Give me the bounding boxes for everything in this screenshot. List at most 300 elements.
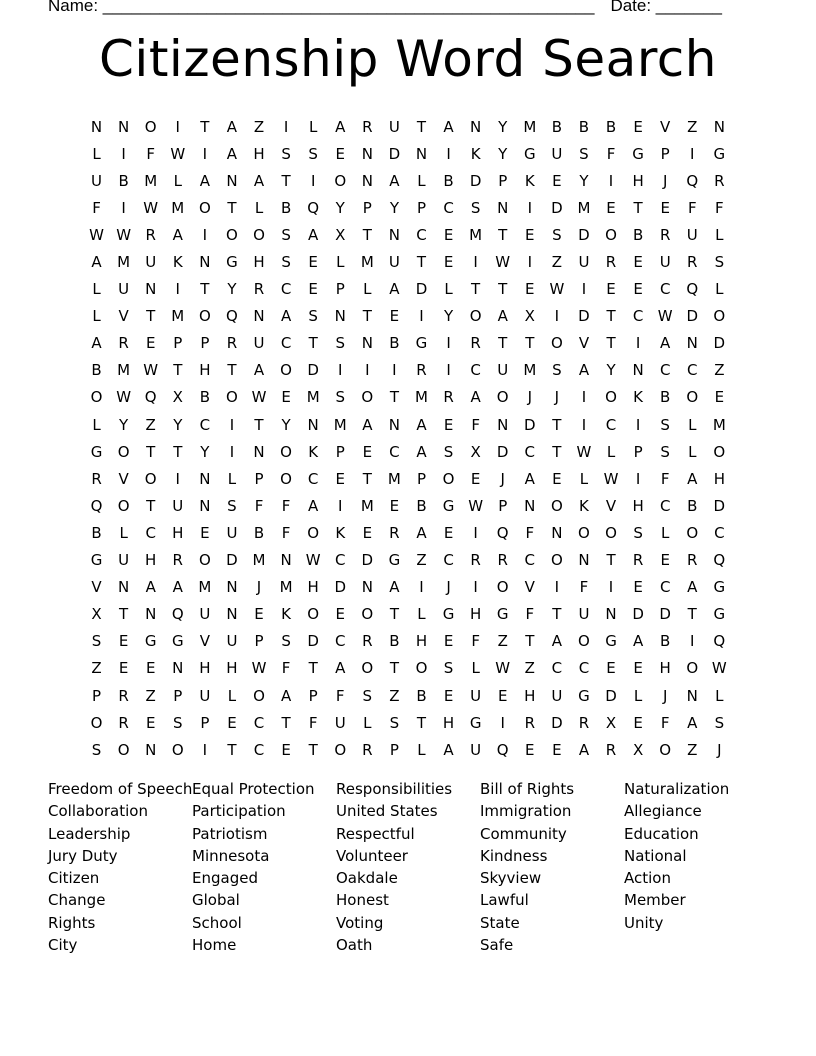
grid-letter[interactable]: A xyxy=(687,469,698,488)
grid-letter[interactable]: U xyxy=(334,713,346,732)
grid-letter[interactable]: O xyxy=(605,225,617,244)
grid-letter[interactable]: V xyxy=(524,578,535,597)
grid-letter[interactable]: A xyxy=(389,578,400,597)
grid-letter[interactable]: S xyxy=(281,144,291,163)
grid-letter[interactable]: A xyxy=(308,225,319,244)
grid-letter[interactable]: E xyxy=(606,280,616,299)
grid-letter[interactable]: T xyxy=(146,307,156,326)
grid-letter[interactable]: R xyxy=(497,551,508,570)
grid-letter[interactable]: C xyxy=(335,632,346,651)
grid-letter[interactable]: C xyxy=(687,361,698,380)
grid-letter[interactable]: L xyxy=(92,280,101,299)
grid-letter[interactable]: T xyxy=(362,469,372,488)
grid-letter[interactable]: O xyxy=(361,388,374,407)
grid-letter[interactable]: T xyxy=(552,415,562,434)
grid-letter[interactable]: N xyxy=(551,523,563,542)
grid-letter[interactable]: N xyxy=(470,117,482,136)
grid-letter[interactable]: E xyxy=(552,171,562,190)
grid-letter[interactable]: F xyxy=(471,415,480,434)
grid-letter[interactable]: B xyxy=(91,361,102,380)
grid-letter[interactable]: U xyxy=(659,253,671,272)
grid-letter[interactable]: I xyxy=(635,415,641,434)
grid-letter[interactable]: Z xyxy=(524,659,535,678)
grid-letter[interactable]: M xyxy=(469,225,483,244)
grid-letter[interactable]: X xyxy=(524,307,535,326)
grid-letter[interactable]: P xyxy=(92,686,102,705)
grid-letter[interactable]: O xyxy=(198,307,211,326)
grid-letter[interactable]: T xyxy=(389,605,399,624)
grid-letter[interactable]: D xyxy=(415,280,428,299)
grid-letter[interactable]: L xyxy=(417,171,426,190)
grid-letter[interactable]: R xyxy=(687,253,698,272)
grid-letter[interactable]: B xyxy=(389,334,400,353)
grid-letter[interactable]: E xyxy=(633,253,643,272)
grid-letter[interactable]: I xyxy=(175,117,180,136)
grid-letter[interactable]: T xyxy=(362,307,372,326)
grid-letter[interactable]: I xyxy=(283,117,289,136)
grid-letter[interactable]: J xyxy=(527,388,532,407)
grid-letter[interactable]: T xyxy=(525,632,535,651)
grid-letter[interactable]: T xyxy=(200,117,210,136)
grid-letter[interactable]: E xyxy=(200,523,210,542)
grid-letter[interactable]: F xyxy=(579,578,589,597)
grid-letter[interactable]: S xyxy=(91,740,102,759)
grid-letter[interactable]: H xyxy=(145,551,157,570)
grid-letter[interactable]: I xyxy=(121,198,126,217)
grid-letter[interactable]: T xyxy=(389,659,399,678)
grid-letter[interactable]: P xyxy=(498,496,508,515)
grid-letter[interactable]: Q xyxy=(90,496,103,515)
grid-letter[interactable]: A xyxy=(416,442,427,461)
grid-letter[interactable]: A xyxy=(280,307,292,326)
grid-letter[interactable]: L xyxy=(254,198,264,217)
grid-letter[interactable]: O xyxy=(469,307,482,326)
grid-letter[interactable]: A xyxy=(362,415,373,434)
grid-letter[interactable]: C xyxy=(199,415,211,434)
grid-letter[interactable]: U xyxy=(388,253,400,272)
grid-letter[interactable]: S xyxy=(552,361,562,380)
grid-letter[interactable]: R xyxy=(687,551,698,570)
grid-letter[interactable]: M xyxy=(360,496,374,515)
grid-letter[interactable]: E xyxy=(335,144,345,163)
grid-letter[interactable]: B xyxy=(660,632,671,651)
grid-letter[interactable]: D xyxy=(469,171,482,190)
grid-letter[interactable]: C xyxy=(307,469,319,488)
grid-letter[interactable]: L xyxy=(444,280,453,299)
grid-letter[interactable]: A xyxy=(443,740,454,759)
grid-letter[interactable]: J xyxy=(662,686,668,705)
grid-letter[interactable]: T xyxy=(173,361,183,380)
grid-letter[interactable]: W xyxy=(116,388,132,407)
grid-letter[interactable]: W xyxy=(495,659,511,678)
grid-letter[interactable]: V xyxy=(118,469,129,488)
grid-letter[interactable]: U xyxy=(199,605,211,624)
grid-letter[interactable]: N xyxy=(361,144,373,163)
grid-letter[interactable]: A xyxy=(199,171,210,190)
grid-letter[interactable]: O xyxy=(226,388,238,407)
grid-letter[interactable]: L xyxy=(688,415,697,434)
grid-letter[interactable]: T xyxy=(498,280,508,299)
grid-letter[interactable]: A xyxy=(416,415,427,434)
grid-letter[interactable]: C xyxy=(443,551,454,570)
grid-letter[interactable]: R xyxy=(443,388,454,407)
grid-letter[interactable]: G xyxy=(713,144,726,163)
grid-letter[interactable]: E xyxy=(443,253,454,272)
grid-letter[interactable]: K xyxy=(470,144,481,163)
grid-letter[interactable]: A xyxy=(226,144,238,163)
grid-letter[interactable]: W xyxy=(468,496,484,515)
grid-letter[interactable]: P xyxy=(173,686,183,705)
grid-letter[interactable]: O xyxy=(686,659,699,678)
grid-letter[interactable]: T xyxy=(281,171,291,190)
grid-letter[interactable]: E xyxy=(606,659,616,678)
grid-letter[interactable]: W xyxy=(170,144,186,163)
grid-letter[interactable]: P xyxy=(200,713,210,732)
grid-letter[interactable]: H xyxy=(253,253,265,272)
grid-letter[interactable]: H xyxy=(226,659,238,678)
grid-letter[interactable]: E xyxy=(443,523,454,542)
grid-letter[interactable]: L xyxy=(715,225,724,244)
grid-letter[interactable]: A xyxy=(335,659,346,678)
grid-letter[interactable]: B xyxy=(91,523,102,542)
grid-letter[interactable]: U xyxy=(118,280,130,299)
grid-letter[interactable]: C xyxy=(632,307,644,326)
grid-letter[interactable]: L xyxy=(227,469,237,488)
grid-letter[interactable]: K xyxy=(172,253,183,272)
grid-letter[interactable]: N xyxy=(226,171,238,190)
grid-letter[interactable]: O xyxy=(198,551,211,570)
grid-letter[interactable]: N xyxy=(578,551,590,570)
grid-letter[interactable]: M xyxy=(523,361,537,380)
grid-letter[interactable]: E xyxy=(525,280,535,299)
grid-letter[interactable]: A xyxy=(172,225,183,244)
grid-letter[interactable]: F xyxy=(660,713,670,732)
grid-letter[interactable]: N xyxy=(118,578,130,597)
grid-letter[interactable]: D xyxy=(524,415,536,434)
grid-letter[interactable]: B xyxy=(605,117,617,136)
grid-letter[interactable]: D xyxy=(334,578,347,597)
grid-letter[interactable]: L xyxy=(715,686,724,705)
grid-letter[interactable]: O xyxy=(550,334,563,353)
grid-letter[interactable]: G xyxy=(523,144,536,163)
grid-letter[interactable]: T xyxy=(606,551,616,570)
grid-letter[interactable]: O xyxy=(144,117,157,136)
grid-letter[interactable]: M xyxy=(171,307,185,326)
grid-letter[interactable]: I xyxy=(338,496,343,515)
grid-letter[interactable]: F xyxy=(281,496,291,515)
grid-letter[interactable]: O xyxy=(605,523,617,542)
grid-letter[interactable]: C xyxy=(470,361,481,380)
grid-letter[interactable]: J xyxy=(256,578,262,597)
grid-letter[interactable]: L xyxy=(336,253,345,272)
grid-letter[interactable]: Z xyxy=(714,361,725,380)
grid-letter[interactable]: D xyxy=(605,686,617,705)
grid-letter[interactable]: I xyxy=(554,578,560,597)
grid-letter[interactable]: O xyxy=(578,632,590,651)
grid-letter[interactable]: I xyxy=(690,632,695,651)
grid-letter[interactable]: E xyxy=(525,225,535,244)
grid-letter[interactable]: H xyxy=(253,144,265,163)
grid-letter[interactable]: I xyxy=(554,307,560,326)
grid-letter[interactable]: P xyxy=(498,171,508,190)
grid-letter[interactable]: Q xyxy=(713,632,726,651)
grid-letter[interactable]: L xyxy=(471,659,480,678)
grid-letter[interactable]: U xyxy=(551,686,563,705)
grid-letter[interactable]: G xyxy=(713,578,726,597)
grid-letter[interactable]: B xyxy=(118,171,129,190)
grid-letter[interactable]: G xyxy=(226,253,238,272)
grid-letter[interactable]: R xyxy=(714,171,725,190)
grid-letter[interactable]: T xyxy=(146,496,156,515)
grid-letter[interactable]: I xyxy=(527,198,532,217)
grid-letter[interactable]: T xyxy=(552,442,562,461)
grid-letter[interactable]: I xyxy=(446,334,451,353)
grid-letter[interactable]: I xyxy=(500,713,505,732)
grid-letter[interactable]: Z xyxy=(253,117,265,136)
grid-letter[interactable]: N xyxy=(415,144,428,163)
grid-letter[interactable]: I xyxy=(608,171,614,190)
grid-letter[interactable]: D xyxy=(713,496,726,515)
grid-letter[interactable]: U xyxy=(172,496,184,515)
grid-letter[interactable]: O xyxy=(713,442,726,461)
grid-letter[interactable]: Z xyxy=(91,659,102,678)
grid-letter[interactable]: U xyxy=(145,253,157,272)
grid-letter[interactable]: N xyxy=(172,659,184,678)
grid-letter[interactable]: E xyxy=(660,198,670,217)
grid-letter[interactable]: E xyxy=(335,605,345,624)
grid-letter[interactable]: E xyxy=(308,280,318,299)
grid-letter[interactable]: S xyxy=(633,523,643,542)
grid-letter[interactable]: L xyxy=(92,144,101,163)
grid-letter[interactable]: Z xyxy=(389,686,400,705)
grid-letter[interactable]: N xyxy=(307,415,319,434)
grid-letter[interactable]: Y xyxy=(200,442,210,461)
grid-letter[interactable]: P xyxy=(335,280,345,299)
grid-letter[interactable]: E xyxy=(308,253,318,272)
grid-letter[interactable]: B xyxy=(199,388,210,407)
grid-letter[interactable]: S xyxy=(552,225,562,244)
grid-letter[interactable]: M xyxy=(144,171,158,190)
grid-letter[interactable]: R xyxy=(605,740,617,759)
grid-letter[interactable]: L xyxy=(92,307,101,326)
grid-letter[interactable]: Q xyxy=(686,280,699,299)
grid-letter[interactable]: D xyxy=(551,713,563,732)
grid-letter[interactable]: D xyxy=(713,334,726,353)
grid-letter[interactable]: M xyxy=(523,117,537,136)
grid-letter[interactable]: O xyxy=(550,551,563,570)
grid-letter[interactable]: E xyxy=(281,740,291,759)
grid-letter[interactable]: N xyxy=(253,307,265,326)
grid-letter[interactable]: A xyxy=(389,171,400,190)
grid-letter[interactable]: Q xyxy=(226,307,238,326)
grid-letter[interactable]: U xyxy=(199,686,211,705)
grid-letter[interactable]: C xyxy=(578,659,590,678)
grid-letter[interactable]: L xyxy=(119,523,128,542)
grid-letter[interactable]: W xyxy=(89,225,104,244)
grid-letter[interactable]: N xyxy=(497,415,509,434)
grid-letter[interactable]: L xyxy=(92,415,101,434)
grid-letter[interactable]: Q xyxy=(496,523,509,542)
grid-letter[interactable]: J xyxy=(717,740,722,759)
grid-letter[interactable]: G xyxy=(442,496,455,515)
grid-letter[interactable]: N xyxy=(713,117,725,136)
grid-letter[interactable]: U xyxy=(470,686,482,705)
grid-letter[interactable]: T xyxy=(227,198,237,217)
grid-letter[interactable]: U xyxy=(226,523,238,542)
grid-letter[interactable]: W xyxy=(711,659,727,678)
grid-letter[interactable]: G xyxy=(90,551,103,570)
grid-letter[interactable]: G xyxy=(90,442,103,461)
grid-letter[interactable]: S xyxy=(91,632,102,651)
grid-letter[interactable]: G xyxy=(469,713,482,732)
grid-letter[interactable]: O xyxy=(117,740,130,759)
grid-letter[interactable]: E xyxy=(389,496,400,515)
grid-letter[interactable]: C xyxy=(714,523,725,542)
grid-letter[interactable]: S xyxy=(173,713,183,732)
grid-letter[interactable]: F xyxy=(92,198,101,217)
grid-letter[interactable]: E xyxy=(552,740,562,759)
grid-letter[interactable]: T xyxy=(308,334,318,353)
grid-letter[interactable]: K xyxy=(633,388,644,407)
grid-letter[interactable]: N xyxy=(199,496,211,515)
grid-letter[interactable]: J xyxy=(446,578,451,597)
grid-letter[interactable]: S xyxy=(308,144,318,163)
grid-letter[interactable]: E xyxy=(552,469,562,488)
grid-letter[interactable]: N xyxy=(118,117,130,136)
grid-letter[interactable]: P xyxy=(254,632,264,651)
grid-letter[interactable]: L xyxy=(363,280,372,299)
grid-letter[interactable]: I xyxy=(202,144,208,163)
grid-letter[interactable]: F xyxy=(660,469,670,488)
grid-letter[interactable]: L xyxy=(633,686,643,705)
grid-letter[interactable]: P xyxy=(308,686,318,705)
grid-letter[interactable]: A xyxy=(172,578,183,597)
grid-letter[interactable]: T xyxy=(200,280,210,299)
grid-letter[interactable]: C xyxy=(145,523,156,542)
grid-letter[interactable]: R xyxy=(632,551,644,570)
grid-letter[interactable]: N xyxy=(253,442,265,461)
grid-letter[interactable]: J xyxy=(500,469,505,488)
grid-letter[interactable]: E xyxy=(227,713,237,732)
grid-letter[interactable]: D xyxy=(578,307,590,326)
grid-letter[interactable]: G xyxy=(496,605,509,624)
grid-letter[interactable]: O xyxy=(605,388,617,407)
grid-letter[interactable]: O xyxy=(550,496,563,515)
grid-letter[interactable]: F xyxy=(254,496,264,515)
grid-letter[interactable]: T xyxy=(471,280,481,299)
grid-letter[interactable]: E xyxy=(443,686,454,705)
grid-letter[interactable]: M xyxy=(415,388,428,407)
grid-letter[interactable]: C xyxy=(659,578,671,597)
grid-letter[interactable]: B xyxy=(416,496,427,515)
grid-letter[interactable]: I xyxy=(473,253,478,272)
grid-letter[interactable]: O xyxy=(334,740,347,759)
grid-letter[interactable]: M xyxy=(712,415,726,434)
grid-letter[interactable]: R xyxy=(362,117,373,136)
grid-letter[interactable]: A xyxy=(551,632,562,651)
grid-letter[interactable]: A xyxy=(335,117,346,136)
grid-letter[interactable]: T xyxy=(362,225,372,244)
grid-letter[interactable]: E xyxy=(254,605,264,624)
grid-letter[interactable]: A xyxy=(497,307,508,326)
grid-letter[interactable]: W xyxy=(143,198,159,217)
grid-letter[interactable]: C xyxy=(551,659,563,678)
grid-letter[interactable]: B xyxy=(253,523,265,542)
grid-letter[interactable]: T xyxy=(606,307,616,326)
grid-letter[interactable]: Z xyxy=(145,415,156,434)
grid-letter[interactable]: K xyxy=(281,605,291,624)
grid-letter[interactable]: N xyxy=(686,686,698,705)
grid-letter[interactable]: W xyxy=(251,659,267,678)
grid-letter[interactable]: E xyxy=(633,659,643,678)
grid-letter[interactable]: F xyxy=(281,659,291,678)
grid-letter[interactable]: O xyxy=(117,442,130,461)
grid-letter[interactable]: N xyxy=(388,225,401,244)
grid-letter[interactable]: I xyxy=(310,171,316,190)
grid-letter[interactable]: S xyxy=(281,225,291,244)
grid-letter[interactable]: R xyxy=(118,713,129,732)
grid-letter[interactable]: M xyxy=(117,253,131,272)
grid-letter[interactable]: W xyxy=(116,225,132,244)
grid-letter[interactable]: R xyxy=(389,523,400,542)
grid-letter[interactable]: L xyxy=(173,171,182,190)
grid-letter[interactable]: V xyxy=(118,307,129,326)
grid-letter[interactable]: T xyxy=(416,253,427,272)
grid-letter[interactable]: D xyxy=(659,605,671,624)
grid-letter[interactable]: I xyxy=(635,469,641,488)
grid-letter[interactable]: B xyxy=(389,632,400,651)
grid-letter[interactable]: Y xyxy=(173,415,183,434)
grid-letter[interactable]: R xyxy=(605,253,617,272)
grid-letter[interactable]: U xyxy=(388,117,400,136)
grid-letter[interactable]: R xyxy=(362,632,373,651)
grid-letter[interactable]: M xyxy=(171,198,185,217)
grid-letter[interactable]: A xyxy=(253,171,265,190)
grid-letter[interactable]: R xyxy=(172,551,183,570)
grid-letter[interactable]: N xyxy=(524,496,536,515)
grid-letter[interactable]: H xyxy=(199,659,211,678)
grid-letter[interactable]: Z xyxy=(687,740,698,759)
grid-letter[interactable]: E xyxy=(118,632,129,651)
grid-letter[interactable]: S xyxy=(335,334,345,353)
grid-letter[interactable]: P xyxy=(173,334,183,353)
grid-letter[interactable]: K xyxy=(579,496,589,515)
grid-letter[interactable]: E xyxy=(443,225,454,244)
grid-letter[interactable]: L xyxy=(363,713,372,732)
grid-letter[interactable]: B xyxy=(660,388,671,407)
grid-letter[interactable]: B xyxy=(416,686,427,705)
grid-letter[interactable]: S xyxy=(443,442,454,461)
grid-letter[interactable]: M xyxy=(279,578,293,597)
grid-letter[interactable]: Y xyxy=(498,144,508,163)
grid-letter[interactable]: E xyxy=(633,578,643,597)
grid-letter[interactable]: O xyxy=(280,442,292,461)
grid-letter[interactable]: A xyxy=(578,361,590,380)
grid-letter[interactable]: T xyxy=(308,659,318,678)
grid-letter[interactable]: N xyxy=(226,578,238,597)
grid-letter[interactable]: T xyxy=(498,334,508,353)
grid-letter[interactable]: C xyxy=(253,713,265,732)
grid-letter[interactable]: P xyxy=(416,469,426,488)
grid-letter[interactable]: D xyxy=(578,225,590,244)
grid-letter[interactable]: W xyxy=(657,307,673,326)
grid-letter[interactable]: S xyxy=(714,253,725,272)
grid-letter[interactable]: C xyxy=(280,334,292,353)
grid-letter[interactable]: U xyxy=(91,171,103,190)
grid-letter[interactable]: A xyxy=(416,523,427,542)
grid-letter[interactable]: T xyxy=(173,442,183,461)
grid-letter[interactable]: S xyxy=(470,198,481,217)
